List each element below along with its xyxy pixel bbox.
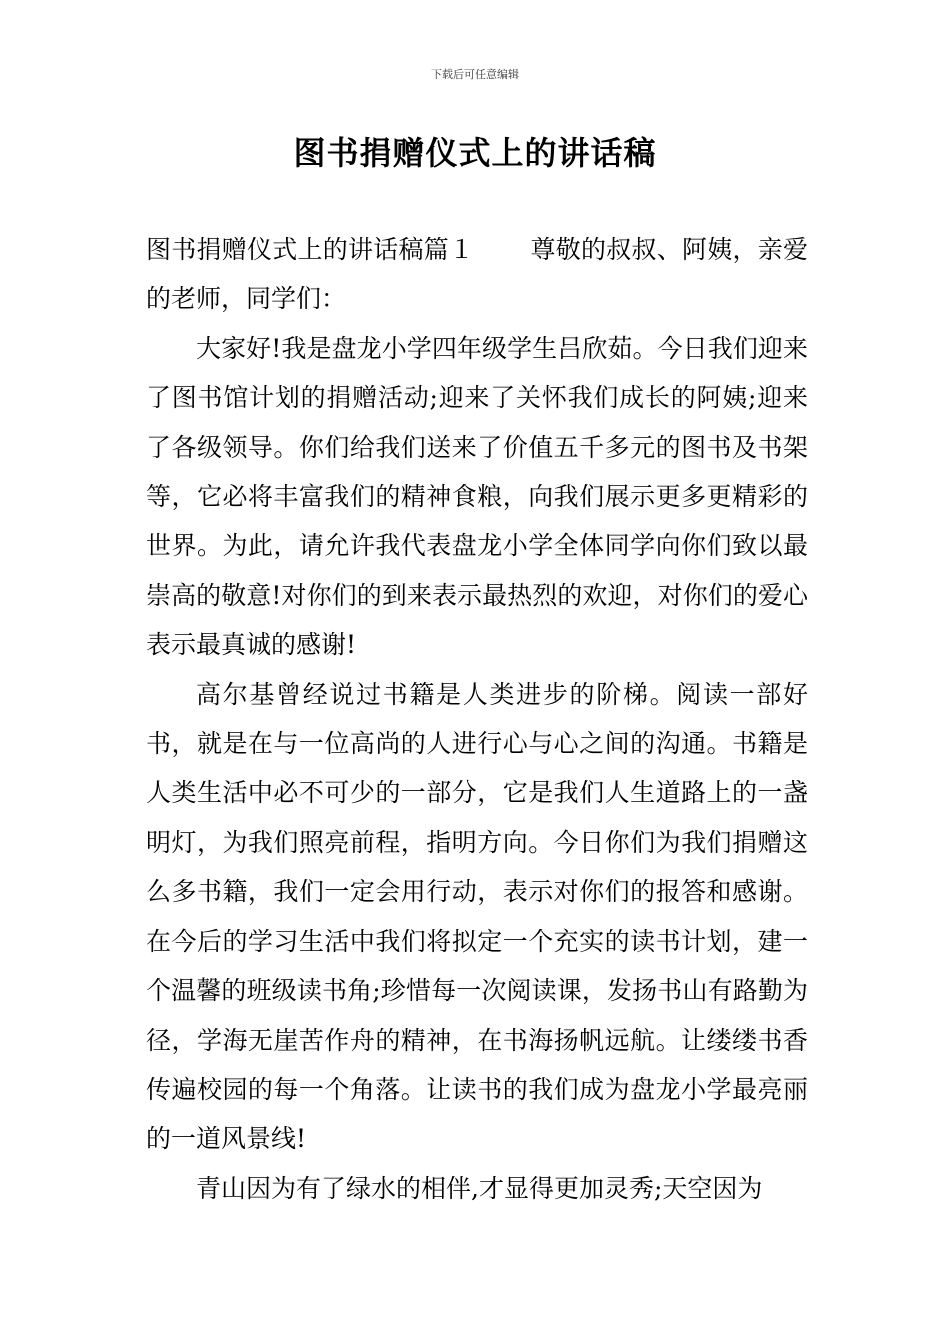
section-heading: 图书捐赠仪式上的讲话稿篇１ (146, 235, 475, 264)
header-note: 下载后可任意编辑 (431, 68, 519, 81)
salutation: 尊敬的叔叔、阿姨，亲爱的老师，同学们： (146, 235, 808, 314)
paragraph-1: 大家好!我是盘龙小学四年级学生吕欣茹。今日我们迎来了图书馆计划的捐赠活动;迎来了关怀我们成长的阿姨;迎来了各级领导。你们给我们送来了价值五千多元的图书及书架等，它必将丰富我们的精神食粮，向我们展示更多更精彩的世界。为此，请允许我代表盘龙小学全体同学向你们致以最崇高的敬意!对你们的到来表示最热烈的欢迎，对你们的爱心表示最真诚的感谢! (146, 333, 808, 660)
paragraph-2: 高尔基曾经说过书籍是人类进步的阶梯。阅读一部好书，就是在与一位高尚的人进行心与心之间的沟通。书籍是人类生活中必不可少的一部分，它是我们人生道路上的一盏明灯，为我们照亮前程，指明方向。今日你们为我们捐赠这么多书籍，我们一定会用行动，表示对你们的报答和感谢。在今后的学习生活中我们将拟定一个充实的读书计划，建一个温馨的班级读书角;珍惜每一次阅读课，发扬书山有路勤为径，学海无崖苦作舟的精神，在书海扬帆远航。让缕缕书香传遍校园的每一个角落。让读书的我们成为盘龙小学最亮丽的一道风景线! (146, 679, 808, 1154)
document-title: 图书捐赠仪式上的讲话稿 (293, 134, 657, 172)
intro-line (146, 225, 808, 324)
paragraph-3: 青山因为有了绿水的相伴,才显得更加灵秀;天空因为 (196, 1173, 763, 1203)
document-body (146, 225, 808, 1213)
